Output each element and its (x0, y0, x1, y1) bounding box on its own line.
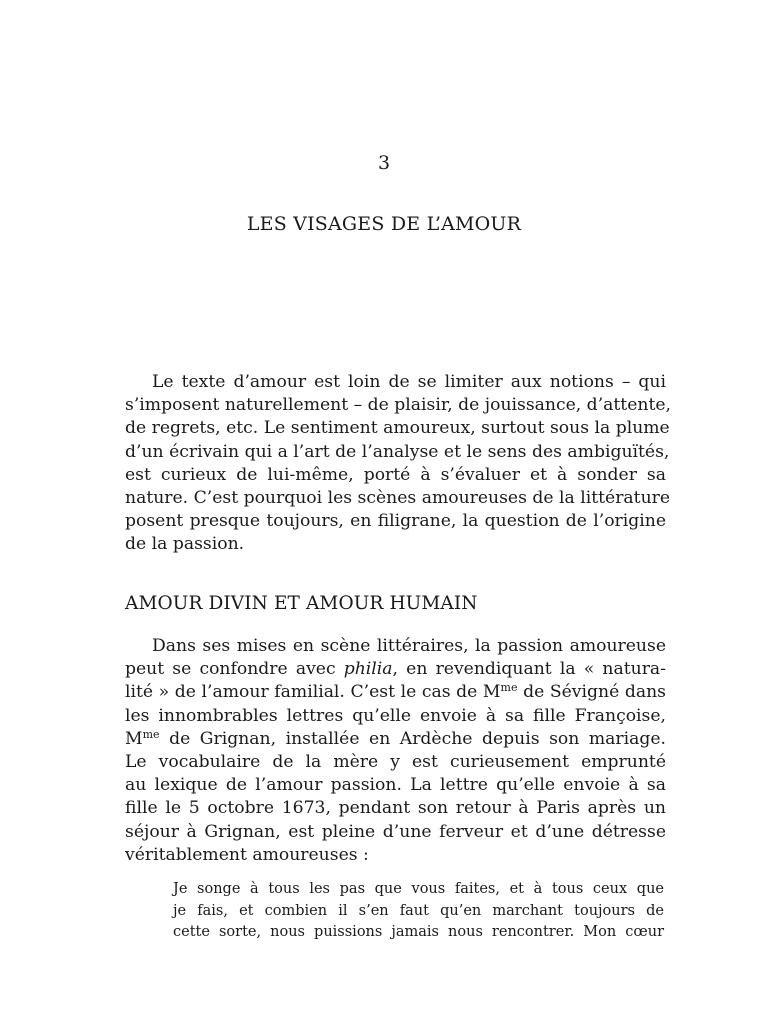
paragraph-line: s’imposent naturellement – de plaisir, de jouissance, d’attente, (125, 395, 671, 416)
paragraph-line: de regrets, etc. Le sentiment amoureux, surtout sous la plume (125, 418, 670, 439)
paragraph-line: Dans ses mises en scène littéraires, la passion amoureuse (152, 636, 666, 656)
paragraph-line: lité » de l’amour familial. C’est le cas de $M^{me}$ de Sévigné dans (125, 681, 666, 703)
paragraph-line: de la passion. (125, 534, 245, 555)
block-quote (173, 879, 664, 944)
paragraph-line: d’un écrivain qui a l’art de l’analyse et le sens des ambiguïtés, (125, 441, 670, 462)
intro-paragraph (125, 371, 671, 557)
paragraph-line: les innombrables lettres qu’elle envoie à sa fille Françoise, (125, 705, 666, 726)
paragraph-line: est curieux de lui-même, porté à s’évaluer et à sonder sa (125, 464, 666, 485)
section-paragraph (125, 635, 666, 867)
paragraph-line: $M^{me}$ de Grignan, installée en Ardèche depuis son mariage. (125, 727, 666, 749)
paragraph-line: au lexique de l’amour passion. La lettre qu’elle envoie à sa (125, 775, 666, 796)
paragraph-line: peut se confondre avec philia, en revendiquant la « natura- (125, 659, 666, 680)
paragraph-line: Le texte d’amour est loin de se limiter aux notions – qui (152, 372, 666, 392)
section-heading: AMOUR DIVIN ET AMOUR HUMAIN (125, 593, 478, 614)
quote-line: je fais, et combien il s’en faut qu’en marchant toujours de (173, 902, 664, 919)
italic-term: philia (343, 659, 393, 680)
paragraph-line: posent presque toujours, en filigrane, la question de l’origine (125, 511, 666, 532)
paragraph-line: nature. C’est pourquoi les scènes amoureuses de la littérature (125, 487, 671, 508)
paragraph-line: véritablement amoureuses : (125, 844, 369, 865)
quote-line: cette sorte, nous puissions jamais nous rencontrer. Mon cœur (173, 924, 664, 940)
chapter-number: 3 (377, 152, 391, 174)
paragraph-line: séjour à Grignan, est pleine d’une ferveur et d’une détresse (125, 821, 666, 842)
superscript: me (500, 681, 518, 695)
paragraph-line: Le vocabulaire de la mère y est curieusement emprunté (125, 751, 666, 772)
chapter-title: LES VISAGES DE L’AMOUR (246, 213, 522, 235)
quote-line: Je songe à tous les pas que vous faites, et à tous ceux que (173, 881, 664, 897)
superscript: me (142, 727, 160, 741)
paragraph-line: fille le 5 octobre 1673, pendant son retour à Paris après un (125, 798, 666, 819)
